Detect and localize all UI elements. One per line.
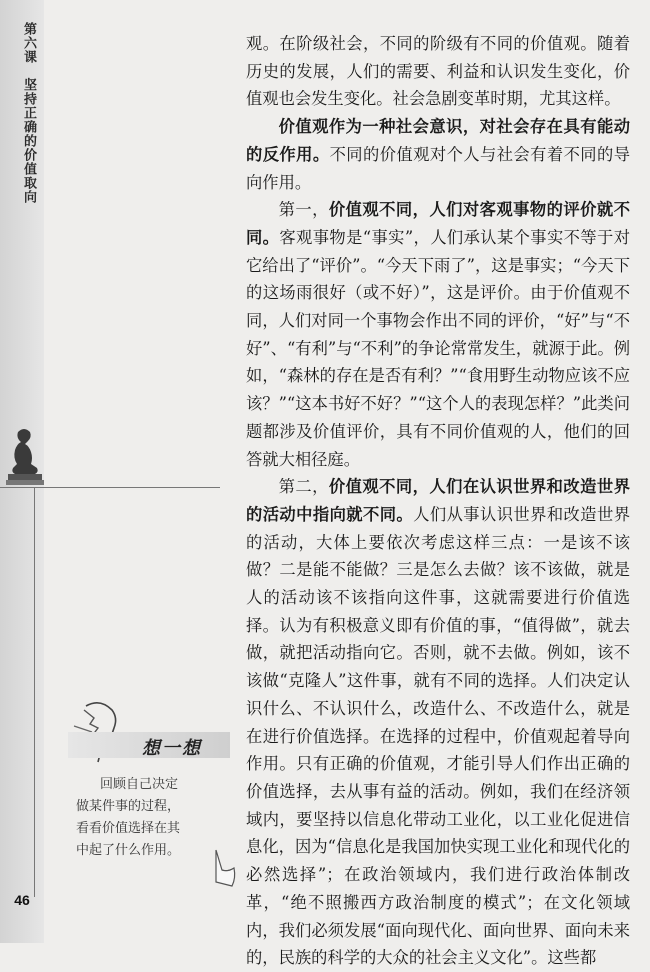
think-box xyxy=(68,696,230,884)
think-body xyxy=(76,774,226,862)
bold-lead: 价值观不同，人们在认识世界和改造世界的活动中指向就不同。 xyxy=(246,477,630,524)
paragraph xyxy=(246,113,630,196)
chapter-title: 坚持正确的价值取向 xyxy=(21,78,36,204)
paragraph-prefix: 第一， xyxy=(278,200,329,220)
think-line: 做某件事的过程， xyxy=(76,799,181,814)
think-line: 中起了什么作用。 xyxy=(76,843,181,858)
margin-rule-horizontal xyxy=(0,487,220,488)
paragraph: 观。在阶级社会，不同的阶级有不同的价值观。随着历史的发展，人们的需要、利益和认识发生变化，价值观也会发生变化。社会急剧变革时期，尤其这样。 xyxy=(246,34,630,109)
page-curl-icon xyxy=(214,848,238,888)
margin-rule-vertical xyxy=(34,487,35,897)
paragraph-text: 客观事物是“事实”，人们承认某个事实不等于对它给出了“评价”。“今天下雨了”，这是事实；“今天下的这场雨很好（或不好）”，这是评价。由于价值观不同，人们对同一个事物会作出不同的评价，“好”与“不好”、“有利”与“不利”的争论常常发生，就源于此。例如，“森林的存在是否有利？”“食用野生动物应该不应该？”“这本书好不好？”“这个人的表现怎样？”此类问题都涉及价值评价，具有不同价值观的人，他们的回答就大相径庭。 xyxy=(246,227,630,469)
thinker-statue-icon xyxy=(4,424,44,486)
think-title: 想一想 xyxy=(142,738,202,759)
paragraph xyxy=(246,473,630,972)
paragraph xyxy=(246,196,630,473)
think-line: 看看价值选择在其 xyxy=(76,821,181,836)
bold-lead: 价值观作为一种社会意识，对社会存在具有能动的反作用。 xyxy=(246,117,630,164)
page-number: 46 xyxy=(14,892,30,908)
paragraph-text: 不同的价值观对个人与社会有着不同的导向作用。 xyxy=(246,144,630,192)
chapter-tab xyxy=(6,22,38,204)
bold-lead: 价值观不同，人们对客观事物的评价就不同。 xyxy=(246,200,630,247)
think-line: 回顾自己决定 xyxy=(100,777,179,792)
paragraph-prefix: 第二， xyxy=(278,477,329,497)
chapter-label: 第六课 xyxy=(21,22,36,64)
paragraph-text: 人们从事认识世界和改造世界的活动，大体上要依次考虑这样三点：一是该不该做？二是能不能做？三是怎么去做？该不该做，就是人的活动该不该指向这件事，这就需要进行价值选择。认为有积极意义即有价值的事，“值得做”，就去做，就把活动指向它。否则，就不去做。例如，该不该做“克隆人”这件事，就有不同的选择。人们决定认识什么、不认识什么，改造什么、不改造什么，就是在进行价值选择。在选择的过程中，价值观起着导向作用。只有正确的价值观，才能引导人们作出正确的价值选择，去从事有益的活动。例如，我们在经济领域内，要坚持以信息化带动工业化，以工业化促进信息化，因为“信息化是我国加快实现工业化和现代化的必然选择”；在政治领域内，我们进行政治体制改革，“绝不照搬西方政治制度的模式”；在文化领域内，我们必须发展“面向现代化、面向世界、面向未来的，民族的科学的大众的社会主义文化”。这些都 xyxy=(246,504,630,968)
main-text xyxy=(246,30,630,972)
